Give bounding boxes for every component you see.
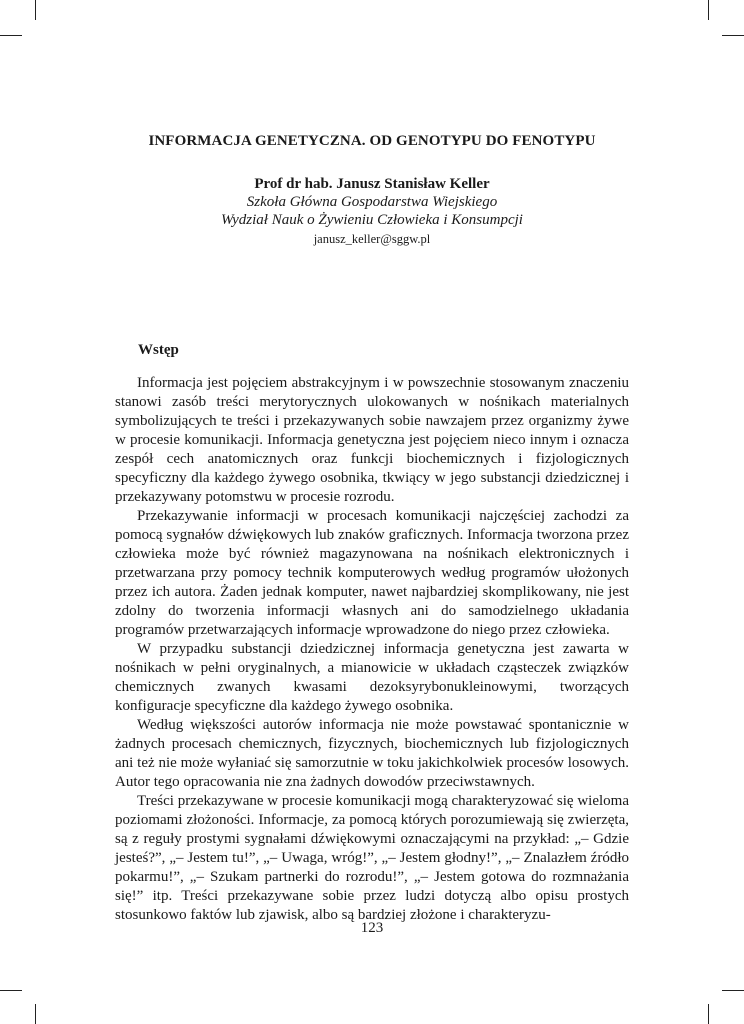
crop-mark-bottom-right-h	[722, 990, 744, 991]
crop-mark-top-right-h	[722, 35, 744, 36]
crop-mark-bottom-left-h	[0, 990, 22, 991]
paper-title: INFORMACJA GENETYCZNA. OD GENOTYPU DO FENOTYPU	[148, 133, 596, 149]
crop-mark-top-right	[708, 0, 709, 20]
paragraph: Przekazywanie informacji w procesach komunikacji najczęściej zachodzi za pomocą sygnałów dźwiękowych lub znaków graficznych. Informacja tworzona przez człowieka może być również magazynowana na nośnikach elektronicznych i przetwarzana przy pomocy technik komputerowych według programów ułożonych przez ich autora. Żaden jednak komputer, nawet najbardziej skomplikowany, nie jest zdolny do tworzenia informacji własnych ani do samodzielnego układania programów przetwarzających informacje wprowadzone do niego przez człowieka.	[115, 508, 629, 638]
affiliation-university: Szkoła Główna Gospodarstwa Wiejskiego	[246, 194, 498, 210]
page-number: 123	[360, 920, 384, 936]
affiliation-faculty: Wydział Nauk o Żywieniu Człowieka i Konsumpcji	[221, 212, 523, 228]
crop-mark-top-left-h	[0, 35, 22, 36]
section-heading: Wstęp	[138, 342, 179, 358]
paragraph: Według większości autorów informacja nie może powstawać spontanicznie w żadnych procesach chemicznych, fizycznych, biochemicznych lub fizjologicznych ani też nie może wyłaniać się samorzutnie w toku jakichkolwiek procesów losowych. Autor tego opracowania nie zna żadnych dowodów przeciwstawnych.	[115, 717, 629, 790]
crop-mark-bottom-right	[708, 1004, 709, 1024]
paragraph: Informacja jest pojęciem abstrakcyjnym i w powszechnie stosowanym znaczeniu stanowi zasób treści merytorycznych ulokowanych w nośnikach materialnych symbolizujących te treści i przekazywanych sobie nawzajem przez organizmy żywe w procesie komunikacji. Informacja genetyczna jest pojęciem nieco innym i oznacza zespół cech anatomicznych oraz funkcji biochemicznych i fizjologicznych specyficzny dla każdego żywego osobnika, tkwiący w jego substancji dziedzicznej i przekazywany potomstwu w procesie rozrodu.	[115, 375, 629, 505]
body-text	[115, 374, 629, 925]
crop-mark-top-left	[35, 0, 36, 20]
paragraph: W przypadku substancji dziedzicznej informacja genetyczna jest zawarta w nośnikach w pełni oryginalnych, a mianowicie w układach cząsteczek związków chemicznych zwanych kwasami dezoksyrybonukleinowymi, tworzących konfiguracje specyficzne dla każdego żywego osobnika.	[115, 641, 629, 714]
author-name: Prof dr hab. Janusz Stanisław Keller	[254, 176, 490, 192]
paragraph: Treści przekazywane w procesie komunikacji mogą charakteryzować się wieloma poziomami złożoności. Informacje, za pomocą których porozumiewają się zwierzęta, są z reguły prostymi sygnałami dźwiękowymi oznaczającymi na przykład: „– Gdzie jesteś?”, „– Jestem tu!”, „– Uwaga, wróg!”, „– Jestem głodny!”, „– Znalazłem źródło pokarmu!”, „– Szukam partnerki do rozrodu!”, „– Jestem gotowa do rozmnażania się!” itp. Treści przekazywane sobie przez ludzi dotyczą albo opisu prostych stosunkowo faktów lub zjawisk, albo są bardziej złożone i charakteryzu-	[115, 793, 629, 923]
crop-mark-bottom-left	[35, 1004, 36, 1024]
author-email: janusz_keller@sggw.pl	[313, 232, 431, 246]
